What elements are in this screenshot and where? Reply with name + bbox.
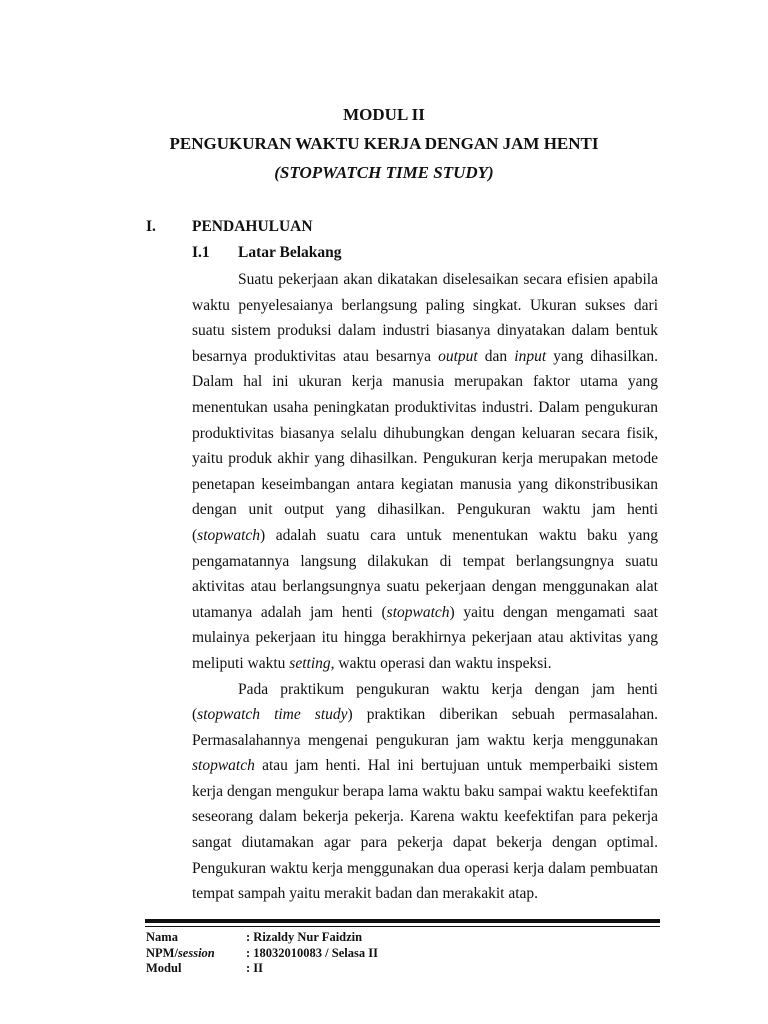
italic-term: setting <box>289 654 331 672</box>
paragraph1-line <box>192 523 658 549</box>
npm-label <box>146 946 246 962</box>
footer-row-npm <box>146 946 378 962</box>
npm-label-italic: session <box>177 945 215 960</box>
text-run: penetapan keseimbangan antara kegiatan manusia yang dikonstribusikan <box>192 475 658 493</box>
paragraph1-line <box>192 318 658 344</box>
text-run: tempat sampah yaitu merakit badan dan merakakit atap. <box>192 885 539 903</box>
modul-value: : II <box>246 961 264 975</box>
italic-term: stopwatch time study <box>197 706 348 724</box>
text-run: Pengukuran waktu kerja menggunakan dua operasi kerja dalam pembuatan <box>192 859 658 877</box>
text-run: Permasalahannya mengenai pengukuran jam waktu kerja menggunakan <box>192 731 658 749</box>
paragraph2-line <box>192 881 658 907</box>
text-run: , waktu operasi dan waktu inspeksi. <box>330 654 552 672</box>
text-run: aktivitas atau berlangsungnya suatu pekerjaan dengan menggunakan alat <box>192 578 658 596</box>
text-run: utamanya adalah jam henti ( <box>192 603 387 621</box>
title-block <box>0 100 768 187</box>
subsection-heading <box>192 244 342 262</box>
italic-term: stopwatch <box>192 757 255 775</box>
italic-term: input <box>514 347 547 365</box>
text-run: dan <box>477 347 515 365</box>
text-run: yaitu produk akhir yang dihasilkan. Pengukuran kerja merupakan metode <box>192 450 658 468</box>
text-run: yang dihasilkan. <box>546 347 659 365</box>
footer-info <box>146 930 378 977</box>
paragraph2-line <box>192 779 658 805</box>
body-text <box>192 267 658 907</box>
text-run: seseorang dalam bekerja pekerja. Karena waktu keefektifan para pekerja <box>192 808 658 826</box>
paragraph2-line <box>192 830 658 856</box>
text-run: sangat diutamakan agar para pekerja dapat bekerja dengan optimal. <box>192 834 658 852</box>
italic-term: stopwatch <box>386 603 450 621</box>
paragraph1-line <box>192 344 658 370</box>
paragraph1-line <box>192 267 658 293</box>
italic-term: output <box>438 347 478 365</box>
text-run: besarnya produktivitas atau besarnya <box>192 347 439 365</box>
text-run: Dalam hal ini ukuran kerja manusia merupakan faktor utama yang <box>192 373 658 391</box>
name-label: Nama <box>146 930 178 944</box>
modul-label: Modul <box>146 961 182 975</box>
footer-divider-thin <box>145 926 660 927</box>
paragraph1-line <box>192 497 658 523</box>
text-run: kerja dengan mengukur berapa lama waktu baku sampai waktu keefektifan <box>192 782 658 800</box>
paragraph2-line <box>192 728 658 754</box>
paragraph1-line <box>192 625 658 651</box>
text-run: Suatu pekerjaan akan dikatakan diselesaikan secara efisien apabila <box>238 271 658 288</box>
text-run: menentukan usaha peningkatan produktivitas industri. Dalam pengukuran <box>192 398 658 416</box>
module-subtitle-english: (STOPWATCH TIME STUDY) <box>274 163 494 182</box>
section-number: I. <box>146 218 156 235</box>
text-run: produktivitas biasanya selalu dihubungkan dengan keluaran secara fisik, <box>192 424 658 442</box>
npm-value: : 18032010083 / Selasa II <box>246 945 378 960</box>
paragraph2-line <box>192 702 658 728</box>
section-title: PENDAHULUAN <box>192 218 313 235</box>
text-run: waktu penyelesaianya berlangsung paling singkat. Ukuran sukses dari <box>192 296 658 314</box>
text-run: ( <box>192 706 198 724</box>
paragraph1-line <box>192 421 658 447</box>
footer-row-modul <box>146 961 378 977</box>
footer-divider-thick <box>145 919 660 923</box>
paragraph1-line <box>192 395 658 421</box>
text-run: ) yaitu dengan mengamati saat <box>449 603 658 621</box>
text-run: ( <box>192 526 198 544</box>
text-run: meliputi waktu <box>192 654 290 672</box>
footer-row-name <box>146 930 378 946</box>
paragraph2-line <box>192 753 658 779</box>
italic-term: stopwatch <box>197 526 261 544</box>
text-run: ) adalah suatu cara untuk menentukan waktu baku yang <box>260 526 658 544</box>
paragraph1-line <box>192 472 658 498</box>
paragraph1-line <box>192 369 658 395</box>
text-run: dengan unit output yang dihasilkan. Pengukuran waktu jam henti <box>192 501 658 519</box>
text-run: Pada praktikum pengukuran waktu kerja dengan jam henti <box>238 680 658 698</box>
npm-label-text: NPM/ <box>146 945 178 960</box>
name-value: : Rizaldy Nur Faidzin <box>246 930 363 944</box>
text-run: suatu sistem produksi dalam industri biasanya dinyatakan dalam bentuk <box>192 322 658 340</box>
subsection-title: Latar Belakang <box>238 244 342 261</box>
paragraph1-line <box>192 549 658 575</box>
paragraph2-line <box>192 804 658 830</box>
section-heading <box>146 218 313 236</box>
module-title: MODUL II <box>343 105 425 124</box>
paragraph2-line <box>192 677 658 703</box>
subsection-number: I.1 <box>192 244 210 261</box>
paragraph1-line <box>192 651 658 677</box>
paragraph1-line <box>192 293 658 319</box>
paragraph1-line <box>192 600 658 626</box>
paragraph1-line <box>192 574 658 600</box>
module-subtitle: PENGUKURAN WAKTU KERJA DENGAN JAM HENTI <box>169 134 599 153</box>
text-run: atau jam henti. Hal ini bertujuan untuk memperbaiki sistem <box>254 757 658 775</box>
paragraph1-line <box>192 446 658 472</box>
text-run: pengamatannya langsung dilakukan di tempat berlangsungnya suatu <box>192 552 658 570</box>
text-run: ) praktikan diberikan sebuah permasalahan. <box>347 706 658 724</box>
text-run: mulainya pekerjaan itu hingga berakhirnya pekerjaan atau aktivitas yang <box>192 629 658 647</box>
paragraph2-line <box>192 856 658 882</box>
